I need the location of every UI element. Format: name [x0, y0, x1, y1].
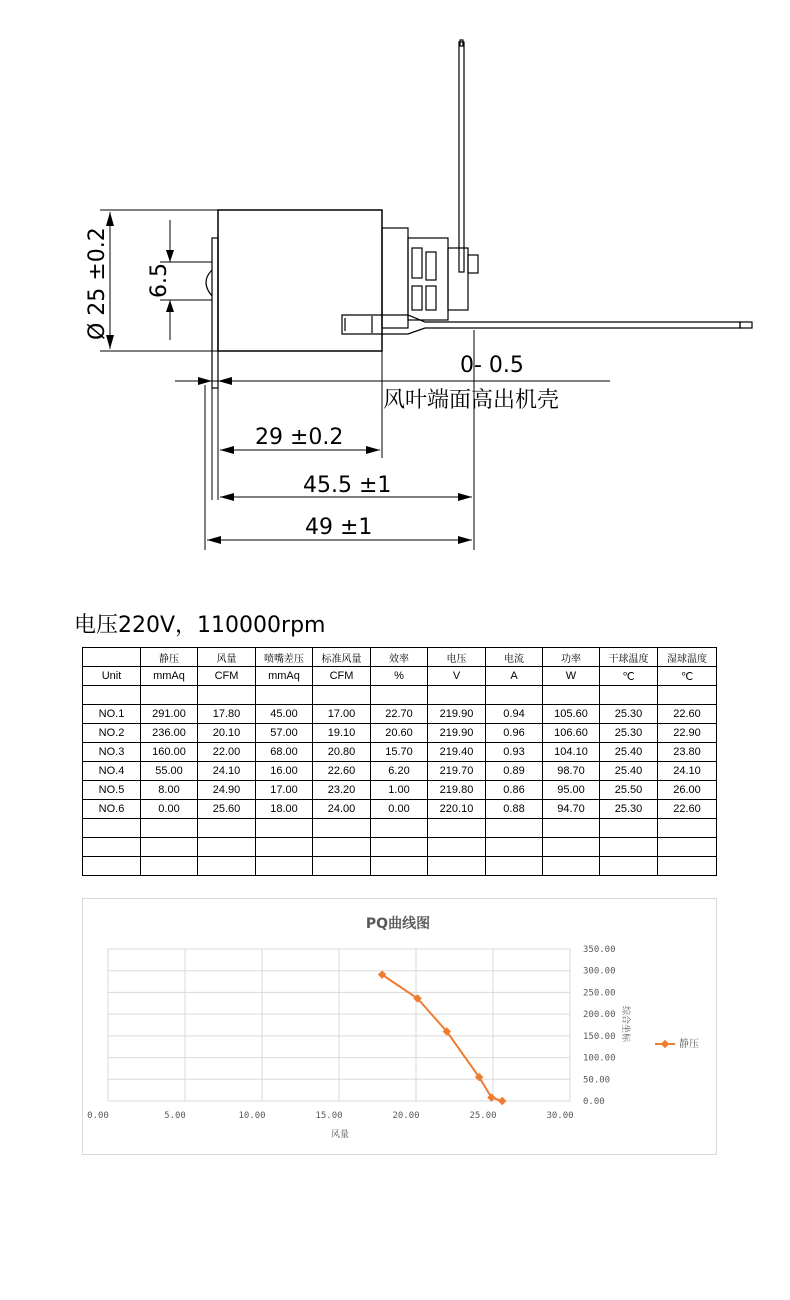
table-cell: 22.70: [371, 705, 428, 724]
horizontal-lead-wire: [342, 315, 752, 334]
table-cell: 18.00: [256, 800, 313, 819]
mid-length-dimension: 45.5 ±1: [303, 473, 392, 498]
y-tick-label: 0.00: [583, 1097, 605, 1107]
table-cell: Unit: [83, 667, 141, 686]
table-cell: 0.89: [486, 762, 543, 781]
table-cell: [83, 819, 141, 838]
table-cell: 湿球温度: [658, 648, 717, 667]
table-cell: [486, 857, 543, 876]
table-cell: 20.80: [313, 743, 371, 762]
table-cell: 23.80: [658, 743, 717, 762]
table-cell: 68.00: [256, 743, 313, 762]
table-cell: 0.93: [486, 743, 543, 762]
table-cell: ℃: [658, 667, 717, 686]
table-cell: 20.10: [198, 724, 256, 743]
table-cell: [256, 838, 313, 857]
table-cell: 0.94: [486, 705, 543, 724]
table-cell: 0.96: [486, 724, 543, 743]
table-cell: 17.80: [198, 705, 256, 724]
table-cell: 功率: [543, 648, 600, 667]
table-cell: 25.50: [600, 781, 658, 800]
table-cell: 干球温度: [600, 648, 658, 667]
table-cell: [83, 686, 141, 705]
table-cell: [428, 838, 486, 857]
table-cell: 25.30: [600, 705, 658, 724]
table-cell: 25.30: [600, 724, 658, 743]
shaft-dimension: 6.5: [147, 263, 172, 298]
fan-end-plate: [212, 238, 218, 388]
performance-table: [82, 647, 717, 876]
table-cell: 25.60: [198, 800, 256, 819]
table-cell: 219.90: [428, 724, 486, 743]
chart-legend: [655, 1037, 699, 1050]
chart-title: PQ曲线图: [365, 916, 431, 932]
table-cell: 105.60: [543, 705, 600, 724]
table-cell: [256, 686, 313, 705]
table-cell: [313, 838, 371, 857]
total-length-dimension: 49 ±1: [305, 515, 373, 540]
table-cell: 236.00: [141, 724, 198, 743]
table-cell: [313, 857, 371, 876]
table-cell: 0.00: [371, 800, 428, 819]
table-cell: [313, 819, 371, 838]
x-tick-label: 15.00: [315, 1111, 343, 1121]
table-cell: 15.70: [371, 743, 428, 762]
table-cell: [658, 819, 717, 838]
table-cell: [658, 857, 717, 876]
x-tick-label: 30.00: [546, 1111, 574, 1121]
data-point: [487, 1093, 495, 1101]
table-cell: 6.20: [371, 762, 428, 781]
table-cell: 0.00: [141, 800, 198, 819]
table-cell: [600, 838, 658, 857]
x-tick-label: 0.00: [87, 1111, 109, 1121]
table-cell: A: [486, 667, 543, 686]
table-cell: 23.20: [313, 781, 371, 800]
table-cell: [486, 838, 543, 857]
table-row: [83, 762, 717, 781]
table-cell: [141, 838, 198, 857]
table-cell: W: [543, 667, 600, 686]
table-row: [83, 705, 717, 724]
table-cell: NO.4: [83, 762, 141, 781]
table-cell: NO.1: [83, 705, 141, 724]
table-cell: 17.00: [313, 705, 371, 724]
table-cell: 标准风量: [313, 648, 371, 667]
table-cell: 24.10: [658, 762, 717, 781]
table-cell: 219.40: [428, 743, 486, 762]
legend-marker: [661, 1040, 669, 1048]
y-axis-label: 综合坐标: [620, 1005, 630, 1043]
y-tick-label: 300.00: [583, 966, 616, 977]
shaft-bump: [206, 270, 212, 296]
table-cell: 219.70: [428, 762, 486, 781]
table-cell: 160.00: [141, 743, 198, 762]
table-cell: [428, 857, 486, 876]
table-cell: 20.60: [371, 724, 428, 743]
motor-body: [218, 210, 382, 351]
table-cell: 25.40: [600, 762, 658, 781]
diameter-dimension: Ø 25 ±0.2: [85, 227, 110, 340]
table-cell: 22.60: [658, 800, 717, 819]
table-cell: [198, 838, 256, 857]
table-cell: CFM: [313, 667, 371, 686]
series-line: [382, 975, 502, 1101]
table-cell: 效率: [371, 648, 428, 667]
table-cell: 22.00: [198, 743, 256, 762]
table-cell: [371, 686, 428, 705]
table-blank-row: [83, 838, 717, 857]
table-cell: [486, 819, 543, 838]
table-cell: [428, 819, 486, 838]
table-row: [83, 743, 717, 762]
offset-dimension: 0- 0.5: [460, 353, 524, 378]
table-units-row: [83, 667, 717, 686]
y-tick-label: 150.00: [583, 1031, 616, 1042]
vertical-lead-wire: [459, 40, 464, 272]
table-cell: 17.00: [256, 781, 313, 800]
table-cell: 24.90: [198, 781, 256, 800]
table-row: [83, 724, 717, 743]
table-cell: [83, 838, 141, 857]
table-cell: NO.6: [83, 800, 141, 819]
table-row: [83, 781, 717, 800]
table-cell: [198, 686, 256, 705]
table-cell: CFM: [198, 667, 256, 686]
table-cell: [543, 686, 600, 705]
table-blank-row: [83, 819, 717, 838]
table-cell: 风量: [198, 648, 256, 667]
table-cell: 45.00: [256, 705, 313, 724]
table-cell: 94.70: [543, 800, 600, 819]
table-cell: [600, 819, 658, 838]
table-cell: [371, 838, 428, 857]
table-cell: [543, 819, 600, 838]
body-length-dimension: 29 ±0.2: [255, 425, 344, 450]
x-tick-label: 10.00: [238, 1111, 266, 1121]
table-blank-row: [83, 686, 717, 705]
table-cell: 95.00: [543, 781, 600, 800]
legend-label: 静压: [679, 1039, 699, 1050]
table-cell: mmAq: [141, 667, 198, 686]
table-cell: [256, 857, 313, 876]
table-cell: [83, 857, 141, 876]
table-cell: 57.00: [256, 724, 313, 743]
table-cell: 55.00: [141, 762, 198, 781]
table-cell: [543, 857, 600, 876]
table-cell: [428, 686, 486, 705]
table-cell: 静压: [141, 648, 198, 667]
x-tick-label: 25.00: [469, 1111, 497, 1121]
table-cell: [371, 857, 428, 876]
table-cell: 98.70: [543, 762, 600, 781]
table-cell: NO.5: [83, 781, 141, 800]
x-axis-label: 风量: [330, 1130, 350, 1140]
table-cell: 22.60: [313, 762, 371, 781]
table-cell: 25.30: [600, 800, 658, 819]
table-cell: 25.40: [600, 743, 658, 762]
table-cell: [141, 857, 198, 876]
spec-heading: 电压220V，110000rpm: [74, 613, 326, 638]
table-cell: mmAq: [256, 667, 313, 686]
table-cell: [486, 686, 543, 705]
table-cell: NO.2: [83, 724, 141, 743]
table-cell: 26.00: [658, 781, 717, 800]
table-cell: 106.60: [543, 724, 600, 743]
table-cell: [256, 819, 313, 838]
table-cell: [658, 838, 717, 857]
table-cell: [313, 686, 371, 705]
table-row: [83, 800, 717, 819]
y-tick-label: 350.00: [583, 945, 616, 955]
table-cell: 219.80: [428, 781, 486, 800]
y-tick-label: 200.00: [583, 1010, 616, 1021]
table-cell: NO.3: [83, 743, 141, 762]
table-cell: [543, 838, 600, 857]
table-cell: [141, 686, 198, 705]
table-cell: 22.90: [658, 724, 717, 743]
table-cell: 219.90: [428, 705, 486, 724]
table-cell: [141, 819, 198, 838]
table-cell: [198, 819, 256, 838]
table-cell: 0.88: [486, 800, 543, 819]
fan-end-note: 风叶端面高出机壳: [383, 388, 560, 413]
table-cell: 喷嘴差压: [256, 648, 313, 667]
x-tick-label: 20.00: [392, 1111, 420, 1121]
table-header-row: [83, 648, 717, 667]
table-cell: 220.10: [428, 800, 486, 819]
y-tick-label: 50.00: [583, 1075, 611, 1086]
table-cell: [198, 857, 256, 876]
table-cell: 0.86: [486, 781, 543, 800]
y-tick-label: 250.00: [583, 988, 616, 999]
table-cell: %: [371, 667, 428, 686]
table-cell: [83, 648, 141, 667]
motor-dimension-drawing: [0, 0, 790, 560]
table-cell: 22.60: [658, 705, 717, 724]
data-point: [498, 1097, 506, 1105]
table-cell: 16.00: [256, 762, 313, 781]
table-cell: [600, 857, 658, 876]
table-cell: 8.00: [141, 781, 198, 800]
y-tick-label: 100.00: [583, 1053, 616, 1064]
table-cell: [600, 686, 658, 705]
table-cell: [658, 686, 717, 705]
table-cell: 104.10: [543, 743, 600, 762]
table-cell: 电流: [486, 648, 543, 667]
table-cell: 电压: [428, 648, 486, 667]
table-cell: ℃: [600, 667, 658, 686]
table-cell: 19.10: [313, 724, 371, 743]
x-tick-label: 5.00: [164, 1111, 186, 1121]
table-blank-row: [83, 857, 717, 876]
table-cell: 24.00: [313, 800, 371, 819]
table-cell: 24.10: [198, 762, 256, 781]
table-cell: [371, 819, 428, 838]
table-cell: V: [428, 667, 486, 686]
table-cell: 1.00: [371, 781, 428, 800]
pq-chart: [82, 898, 717, 1155]
table-cell: 291.00: [141, 705, 198, 724]
